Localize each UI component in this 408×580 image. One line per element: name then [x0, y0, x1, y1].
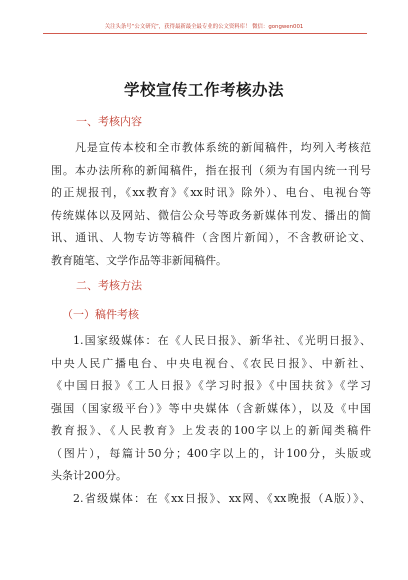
paragraph-line: 1.国家级媒体：在《人民日报》、新华社、《光明日报》、 [73, 334, 371, 347]
subsection-heading: （一）稿件考核 [62, 308, 139, 321]
section1-paragraph [51, 137, 371, 272]
paragraph-line: 强国（国家级平台）》等中央媒体（含新媒体），以及《中国 [51, 401, 371, 415]
paragraph-line: 讯、通讯、人物专访等稿件（含图片新闻），不含教研论文、 [51, 231, 371, 244]
paragraph-line: 教育随笔、文学作品等非新闻稿件。 [51, 253, 227, 267]
paragraph-line: 围。本办法所称的新闻稿件，指在报刊（须为有国内统一刊号 [51, 163, 371, 177]
paragraph-line: 头条计200分。 [51, 469, 127, 482]
paragraph-line: 凡是宣传本校和全市教体系统的新闻稿件，均列入考核范 [75, 141, 371, 154]
paragraph-line: 教育报》、《人民教育》上发表的100字以上的新闻类稿件 [51, 424, 371, 437]
paragraph-line: 《中国日报》《工人日报》《学习时报》《中国扶贫》《学习 [51, 379, 371, 392]
banner-text: 关注头条号“公文研究”，获得最新最全最专业的公文资料库！ 微信：gongwen001 [104, 24, 304, 30]
paragraph-line: （图片），每篇计50分；400字以上的，计100分，头版或 [51, 446, 371, 460]
section-heading-2: 二、考核方法 [76, 279, 142, 292]
section-heading-1: 一、考核内容 [76, 115, 142, 128]
section2-paragraph-2 [51, 488, 371, 511]
paragraph-line: 2.省级媒体：在《xx日报》、xx网、《xx晚报（A版）》、 [73, 492, 371, 505]
paragraph-line: 的正规报刊，《xx教育》《xx时讯》除外）、电台、电视台等 [51, 186, 371, 199]
section2-paragraph-1 [51, 330, 371, 488]
document-title: 学校宣传工作考核办法 [123, 80, 284, 99]
paragraph-line: 传统媒体以及网站、微信公众号等政务新媒体刊发、播出的简 [51, 208, 371, 222]
paragraph-line: 中央人民广播电台、中央电视台、《农民日报》、中新社、 [51, 356, 371, 370]
banner-divider [43, 33, 367, 34]
